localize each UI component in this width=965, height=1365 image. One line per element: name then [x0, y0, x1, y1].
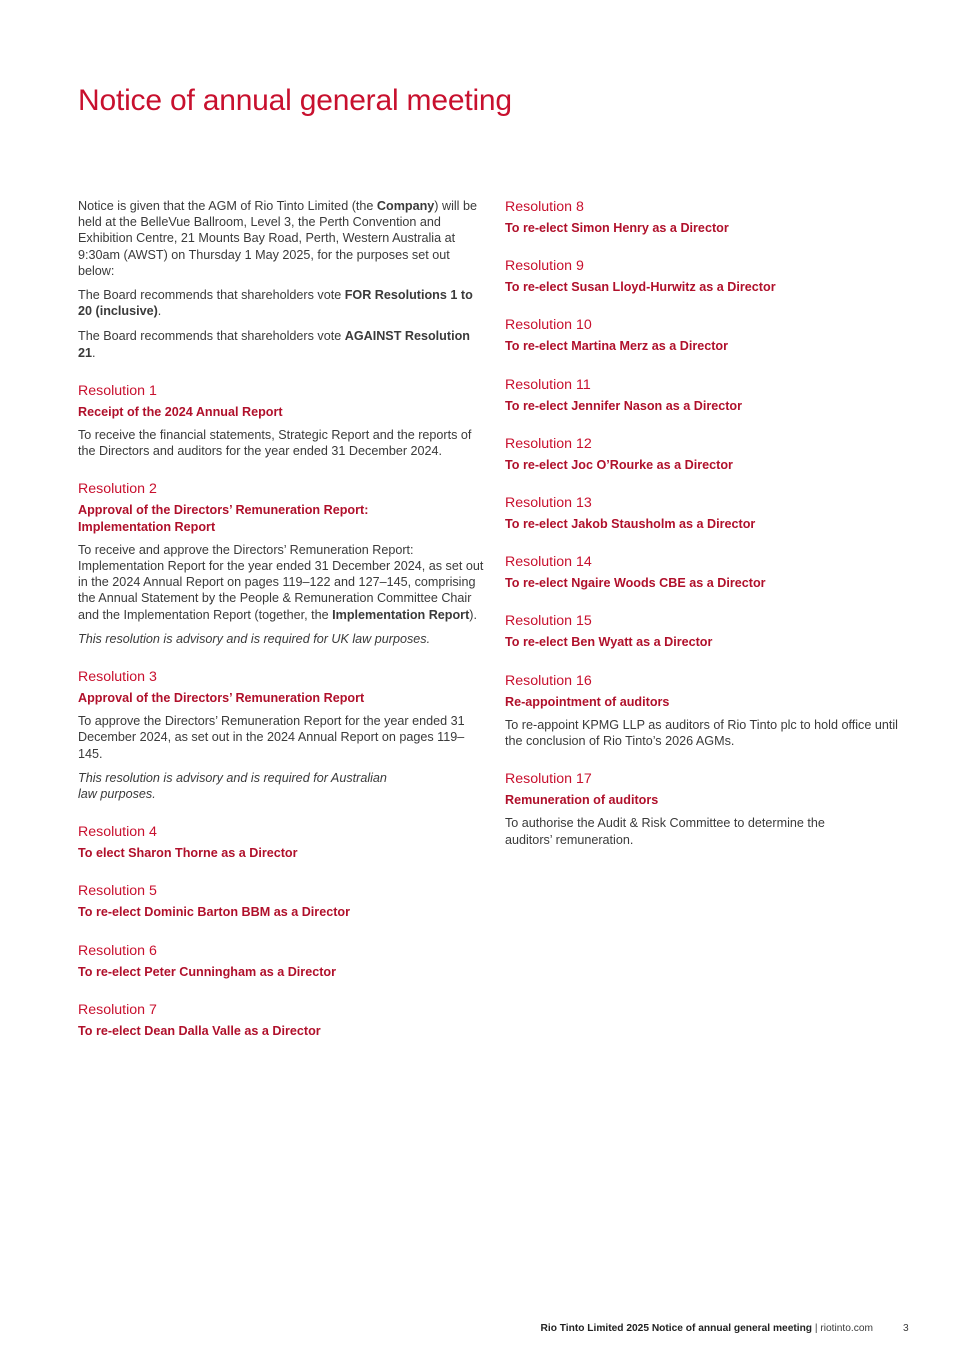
resolution-subtitle: To re-elect Ben Wyatt as a Director [505, 635, 713, 650]
resolution-title: Resolution 16 [505, 672, 592, 689]
recommendation-text: . [92, 345, 96, 360]
intro [78, 198, 486, 361]
resolution-3 [78, 668, 486, 802]
resolution-title: Resolution 8 [505, 199, 584, 215]
recommendation-text: The Board recommends that shareholders vote [78, 329, 345, 344]
recommendation-against [78, 328, 486, 360]
resolution-title: Resolution 11 [505, 376, 591, 393]
resolution-title: Resolution 6 [78, 942, 157, 959]
resolution-subtitle: To re-elect Joc O’Rourke as a Director [505, 457, 733, 472]
resolution-subtitle: To elect Sharon Thorne as a Director [78, 846, 298, 861]
footer-title: Rio Tinto Limited 2025 Notice of annual general meeting [540, 1323, 813, 1334]
recommendation-text: . [157, 304, 162, 319]
resolution-13 [505, 494, 901, 532]
resolution-note: This resolution is advisory and is required for UK law purposes. [78, 631, 431, 646]
resolution-subtitle: To re-elect Dominic Barton BBM as a Director [78, 905, 350, 920]
resolution-body [78, 542, 486, 623]
resolution-9 [505, 257, 901, 295]
resolution-5 [78, 882, 486, 920]
resolution-subtitle: To re-elect Ngaire Woods CBE as a Director [505, 576, 766, 591]
resolution-14 [505, 553, 901, 591]
resolution-subtitle: Remuneration of auditors [505, 793, 659, 808]
resolution-2 [78, 480, 486, 647]
resolution-title: Resolution 4 [78, 824, 157, 841]
page-title: Notice of annual general meeting [78, 84, 512, 117]
resolution-title: Resolution 13 [505, 495, 592, 512]
resolution-subtitle: To re-elect Peter Cunningham as a Director [78, 964, 337, 979]
resolution-title: Resolution 7 [78, 1001, 157, 1018]
implementation-report-term: Implementation Report [332, 607, 470, 622]
resolution-6 [78, 942, 486, 980]
resolution-title: Resolution 2 [78, 481, 157, 498]
resolution-title: Resolution 3 [78, 669, 157, 686]
resolution-15 [505, 612, 901, 650]
resolution-title: Resolution 9 [505, 258, 584, 275]
right-column [505, 198, 901, 848]
intro-paragraph [78, 198, 486, 279]
recommendation-text: The Board recommends that shareholders vote [78, 288, 345, 303]
resolution-12 [505, 435, 901, 473]
resolution-16 [505, 672, 901, 750]
recommendation-bold: FOR Resolutions 1 to 20 (inclusive) [78, 288, 473, 319]
resolution-title: Resolution 14 [505, 554, 592, 571]
resolution-title: Resolution 10 [505, 317, 592, 334]
resolution-subtitle: To re-elect Susan Lloyd-Hurwitz as a Director [505, 280, 776, 295]
resolution-subtitle: Re-appointment of auditors [505, 694, 670, 709]
resolution-body-text: ). [469, 607, 477, 622]
company-term: Company [376, 199, 435, 213]
left-column [78, 198, 486, 1039]
resolution-subtitle: To re-elect Martina Merz as a Director [505, 339, 729, 354]
footer [0, 1323, 873, 1334]
recommendation-bold: AGAINST Resolution 21 [78, 329, 470, 360]
resolution-note: This resolution is advisory and is required for Australian law purposes. [78, 770, 387, 802]
intro-text: Notice is given that the AGM of Rio Tinto Limited (the [78, 199, 377, 213]
footer-separator: | [812, 1323, 821, 1334]
resolution-body: To authorise the Audit & Risk Committee to determine the auditors’ remuneration. [505, 816, 825, 847]
resolution-title: Resolution 1 [78, 382, 157, 399]
resolution-title: Resolution 12 [505, 435, 592, 452]
recommendation-for [78, 287, 486, 319]
resolution-subtitle: To re-elect Simon Henry as a Director [505, 221, 729, 235]
resolution-7 [78, 1001, 486, 1039]
resolution-subtitle: Receipt of the 2024 Annual Report [78, 404, 283, 419]
resolution-title: Resolution 5 [78, 883, 157, 900]
resolution-subtitle: Approval of the Directors’ Remuneration Report: Implementation Report [78, 503, 369, 534]
resolution-title: Resolution 15 [505, 613, 592, 630]
resolution-title: Resolution 17 [505, 771, 592, 788]
resolution-body: To re-appoint KPMG LLP as auditors of Rio Tinto plc to hold office until the conclusion of Rio Tinto’s 2026 AGMs. [505, 717, 898, 749]
resolution-subtitle: Approval of the Directors’ Remuneration Report [78, 691, 365, 706]
resolution-17 [505, 770, 901, 848]
resolution-10 [505, 316, 901, 354]
resolution-11 [505, 376, 901, 414]
resolution-4 [78, 823, 486, 861]
resolution-subtitle: To re-elect Jennifer Nason as a Director [505, 398, 743, 413]
resolution-subtitle: To re-elect Jakob Stausholm as a Director [505, 517, 756, 532]
resolution-8 [505, 198, 901, 236]
footer-site-link[interactable]: riotinto.com [820, 1323, 873, 1334]
resolution-1 [78, 382, 486, 460]
intro-text: ) will be held at the BelleVue Ballroom, Level 3, the Perth Convention and Exhibition Centre, 21 Mounts Bay Road, Perth, Western Australia at 9:30am (AWST) on Thursday 1 May 2025, for the purposes set out below: [78, 199, 477, 278]
page-number: 3 [903, 1323, 909, 1334]
resolution-body: To approve the Directors’ Remuneration Report for the year ended 31 December 2024, as set out in the 2024 Annual Report on pages 119–145. [78, 714, 465, 761]
resolution-body: To receive the financial statements, Strategic Report and the reports of the Directors and auditors for the year ended 31 December 2024. [78, 428, 472, 459]
resolution-body-text: To receive and approve the Directors’ Remuneration Report: Implementation Report for the year ended 31 December 2024, as set out in the 2024 Annual Report on pages 119–122 and 127–145, comprising the Annual Statement by the People & Remuneration Committee Chair and the Implementation Report (together, the [78, 542, 484, 622]
resolution-subtitle: To re-elect Dean Dalla Valle as a Director [78, 1023, 321, 1038]
